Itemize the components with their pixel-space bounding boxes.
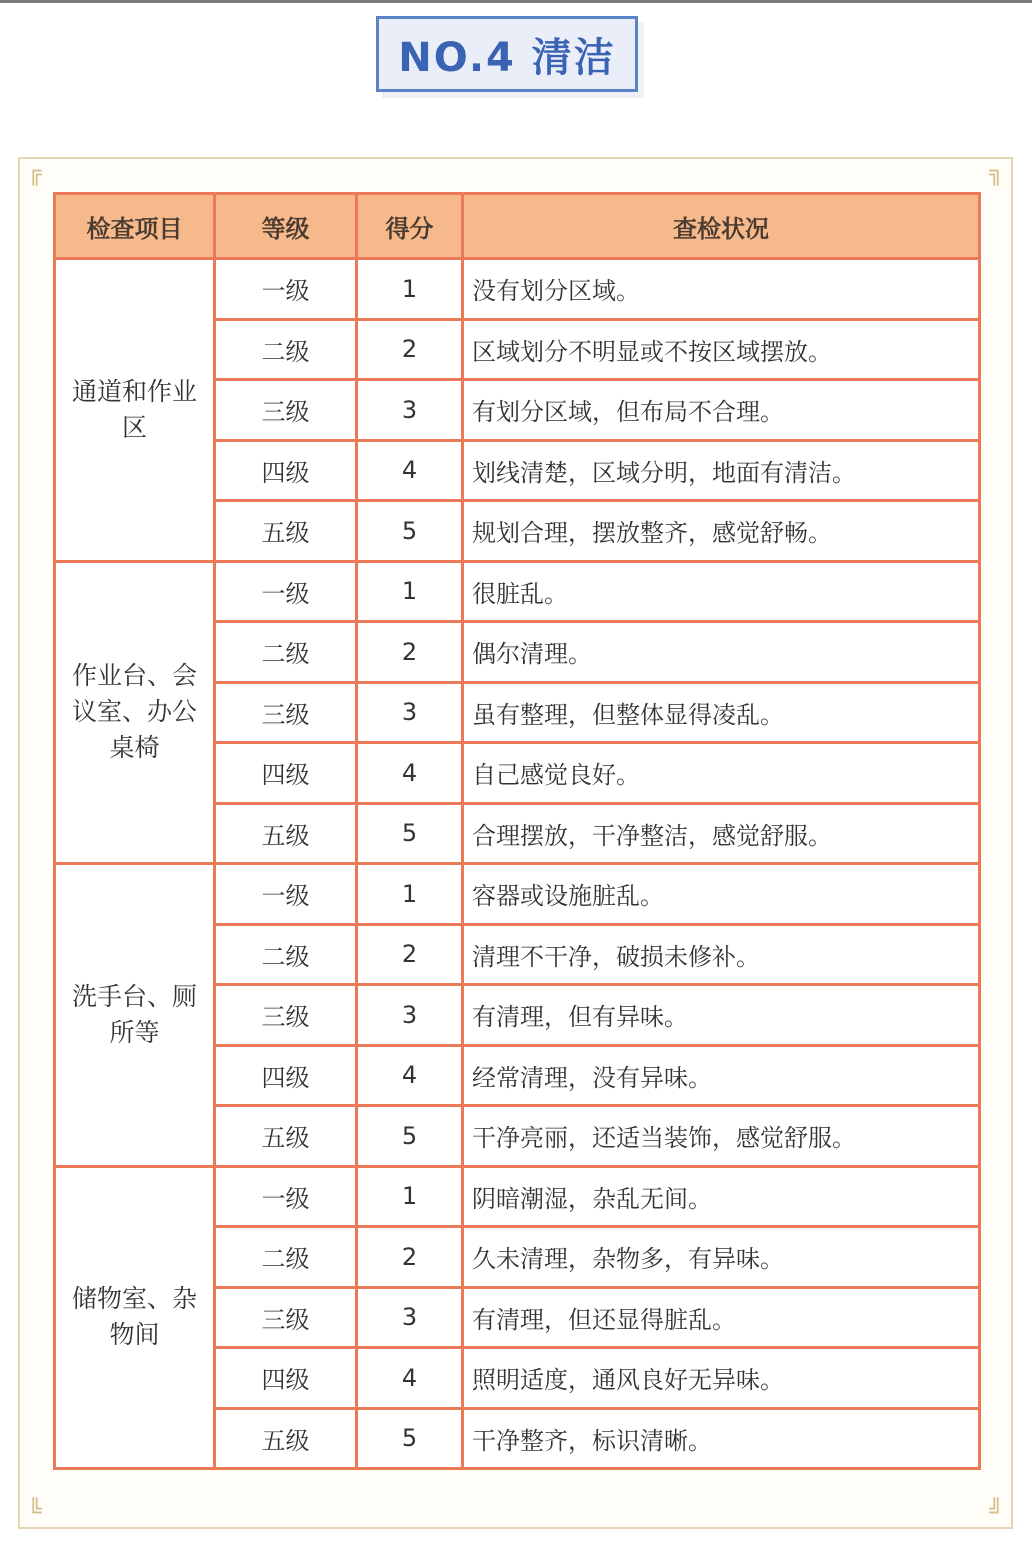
score-cell: 1 [357,1166,463,1227]
grade-cell: 四级 [215,1348,357,1409]
condition-cell: 清理不干净，破损未修补。 [463,924,980,985]
condition-cell: 有划分区域，但布局不合理。 [463,380,980,441]
category-line: 作业台、会 [71,661,197,691]
score-cell: 4 [357,1045,463,1106]
grade-cell: 五级 [215,1106,357,1167]
header-inspection-item: 检查项目 [55,194,215,259]
grade-cell: 五级 [215,1408,357,1469]
score-cell: 5 [357,501,463,562]
grade-cell: 三级 [215,985,357,1046]
table-row [55,259,980,320]
category-line: 储物室、杂 [71,1284,197,1314]
score-cell: 4 [357,440,463,501]
grade-cell: 一级 [215,864,357,925]
category-line: 议室、办公 [71,697,197,727]
score-cell: 3 [357,380,463,441]
grade-cell: 三级 [215,1287,357,1348]
score-cell: 3 [357,1287,463,1348]
category-line: 洗手台、厕 [71,981,197,1011]
category-line: 物间 [109,1320,160,1350]
condition-cell: 很脏乱。 [463,561,980,622]
table-body [55,259,980,1469]
corner-ornament-icon: ╝ [989,1499,1003,1524]
condition-cell: 干净亮丽，还适当装饰，感觉舒服。 [463,1106,980,1167]
table-row [55,1166,980,1227]
corner-ornament-icon: ╗ [989,161,1003,186]
page-title: NO.4 清洁 [376,16,638,92]
corner-ornament-icon: ╚ [28,1499,42,1524]
grade-cell: 四级 [215,1045,357,1106]
grade-cell: 二级 [215,622,357,683]
score-cell: 3 [357,985,463,1046]
top-border-line [0,0,1032,3]
condition-cell: 没有划分区域。 [463,259,980,320]
grade-cell: 三级 [215,380,357,441]
grade-cell: 四级 [215,743,357,804]
condition-cell: 偶尔清理。 [463,622,980,683]
condition-cell: 容器或设施脏乱。 [463,864,980,925]
grade-cell: 三级 [215,682,357,743]
header-score: 得分 [357,194,463,259]
category-cell [55,1166,215,1469]
condition-cell: 划线清楚，区域分明，地面有清洁。 [463,440,980,501]
score-cell: 2 [357,1227,463,1288]
condition-cell: 阴暗潮湿，杂乱无间。 [463,1166,980,1227]
score-cell: 1 [357,561,463,622]
score-cell: 5 [357,1106,463,1167]
condition-cell: 有清理，但还显得脏乱。 [463,1287,980,1348]
grade-cell: 一级 [215,561,357,622]
category-line: 通道和作业 [71,376,197,406]
category-line: 区 [121,412,147,442]
grade-cell: 二级 [215,924,357,985]
category-cell [55,864,215,1167]
score-cell: 5 [357,803,463,864]
condition-cell: 照明适度，通风良好无异味。 [463,1348,980,1409]
score-cell: 2 [357,924,463,985]
header-condition: 查检状况 [463,194,980,259]
grade-cell: 五级 [215,501,357,562]
grade-cell: 一级 [215,1166,357,1227]
score-cell: 2 [357,319,463,380]
condition-cell: 久未清理，杂物多，有异味。 [463,1227,980,1288]
score-cell: 4 [357,743,463,804]
grade-cell: 五级 [215,803,357,864]
category-cell [55,561,215,864]
score-cell: 1 [357,864,463,925]
grade-cell: 一级 [215,259,357,320]
category-line: 桌椅 [109,733,160,763]
score-cell: 5 [357,1408,463,1469]
condition-cell: 区域划分不明显或不按区域摆放。 [463,319,980,380]
score-cell: 3 [357,682,463,743]
table-row [55,561,980,622]
condition-cell: 干净整齐，标识清晰。 [463,1408,980,1469]
score-cell: 4 [357,1348,463,1409]
grade-cell: 二级 [215,319,357,380]
condition-cell: 虽有整理，但整体显得凌乱。 [463,682,980,743]
table-row [55,864,980,925]
category-cell [55,259,215,562]
corner-ornament-icon: ╔ [28,161,42,186]
condition-cell: 规划合理，摆放整齐，感觉舒畅。 [463,501,980,562]
grade-cell: 四级 [215,440,357,501]
cleaning-inspection-table [53,192,981,1470]
table-header-row [55,194,980,259]
condition-cell: 合理摆放，干净整洁，感觉舒服。 [463,803,980,864]
condition-cell: 自己感觉良好。 [463,743,980,804]
condition-cell: 经常清理，没有异味。 [463,1045,980,1106]
category-line: 所等 [109,1017,160,1047]
score-cell: 2 [357,622,463,683]
score-cell: 1 [357,259,463,320]
condition-cell: 有清理，但有异味。 [463,985,980,1046]
grade-cell: 二级 [215,1227,357,1288]
header-grade: 等级 [215,194,357,259]
